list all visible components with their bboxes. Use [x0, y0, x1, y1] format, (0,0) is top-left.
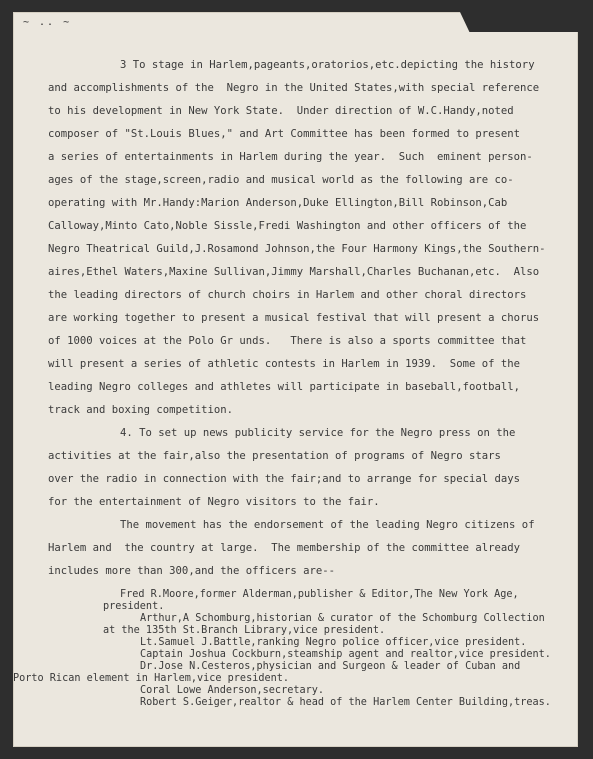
- body-line: for the entertainment of Negro visitors to the fair.: [48, 496, 380, 508]
- officer-line: at the 135th St.Branch Library,vice president.: [103, 625, 386, 636]
- body-line: ages of the stage,screen,radio and musical world as the following are co-: [48, 174, 514, 186]
- body-line: the leading directors of church choirs in Harlem and other choral directors: [48, 289, 527, 301]
- body-line: Harlem and the country at large. The membership of the committee already: [48, 542, 520, 554]
- body-line: to his development in New York State. Under direction of W.C.Handy,noted: [48, 105, 514, 117]
- body-line: Negro Theatrical Guild,J.Rosamond Johnson,the Four Harmony Kings,the Southern-: [48, 243, 546, 255]
- body-line: 4. To set up news publicity service for the Negro press on the: [120, 427, 516, 439]
- officer-line: Lt.Samuel J.Battle,ranking Negro police officer,vice president.: [140, 637, 527, 648]
- body-line: a series of entertainments in Harlem during the year. Such eminent person-: [48, 151, 533, 163]
- torn-corner: [460, 12, 578, 32]
- body-line: The movement has the endorsement of the leading Negro citizens of: [120, 519, 535, 531]
- body-line: aires,Ethel Waters,Maxine Sullivan,Jimmy Marshall,Charles Buchanan,etc. Also: [48, 266, 540, 278]
- body-line: operating with Mr.Handy:Marion Anderson,Duke Ellington,Bill Robinson,Cab: [48, 197, 508, 209]
- officer-line: Captain Joshua Cockburn,steamship agent and realtor,vice president.: [140, 649, 551, 660]
- body-line: of 1000 voices at the Polo Gr unds. There is also a sports committee that: [48, 335, 527, 347]
- body-line: will present a series of athletic contests in Harlem in 1939. Some of the: [48, 358, 520, 370]
- body-line: over the radio in connection with the fair;and to arrange for special days: [48, 473, 520, 485]
- corner-mark: ~ .. ~: [23, 17, 72, 28]
- body-line: 3 To stage in Harlem,pageants,oratorios,etc.depicting the history: [120, 59, 535, 71]
- officer-line: Porto Rican element in Harlem,vice president.: [13, 673, 290, 684]
- body-line: includes more than 300,and the officers are--: [48, 565, 336, 577]
- officer-line: Fred R.Moore,former Alderman,publisher & Editor,The New York Age,: [120, 589, 519, 600]
- body-line: track and boxing competition.: [48, 404, 233, 416]
- typewritten-page: [13, 12, 578, 747]
- body-line: and accomplishments of the Negro in the United States,with special reference: [48, 82, 540, 94]
- officer-line: Dr.Jose N.Cesteros,physician and Surgeon & leader of Cuban and: [140, 661, 521, 672]
- officer-line: Arthur,A Schomburg,historian & curator of the Schomburg Collection: [140, 613, 545, 624]
- body-line: activities at the fair,also the presentation of programs of Negro stars: [48, 450, 501, 462]
- officer-line: Robert S.Geiger,realtor & head of the Harlem Center Building,treas.: [140, 697, 551, 708]
- body-line: Calloway,Minto Cato,Noble Sissle,Fredi Washington and other officers of the: [48, 220, 527, 232]
- body-line: leading Negro colleges and athletes will participate in baseball,football,: [48, 381, 520, 393]
- officer-line: Coral Lowe Anderson,secretary.: [140, 685, 325, 696]
- body-line: composer of "St.Louis Blues," and Art Committee has been formed to present: [48, 128, 520, 140]
- officer-line: president.: [103, 601, 165, 612]
- body-line: are working together to present a musical festival that will present a chorus: [48, 312, 540, 324]
